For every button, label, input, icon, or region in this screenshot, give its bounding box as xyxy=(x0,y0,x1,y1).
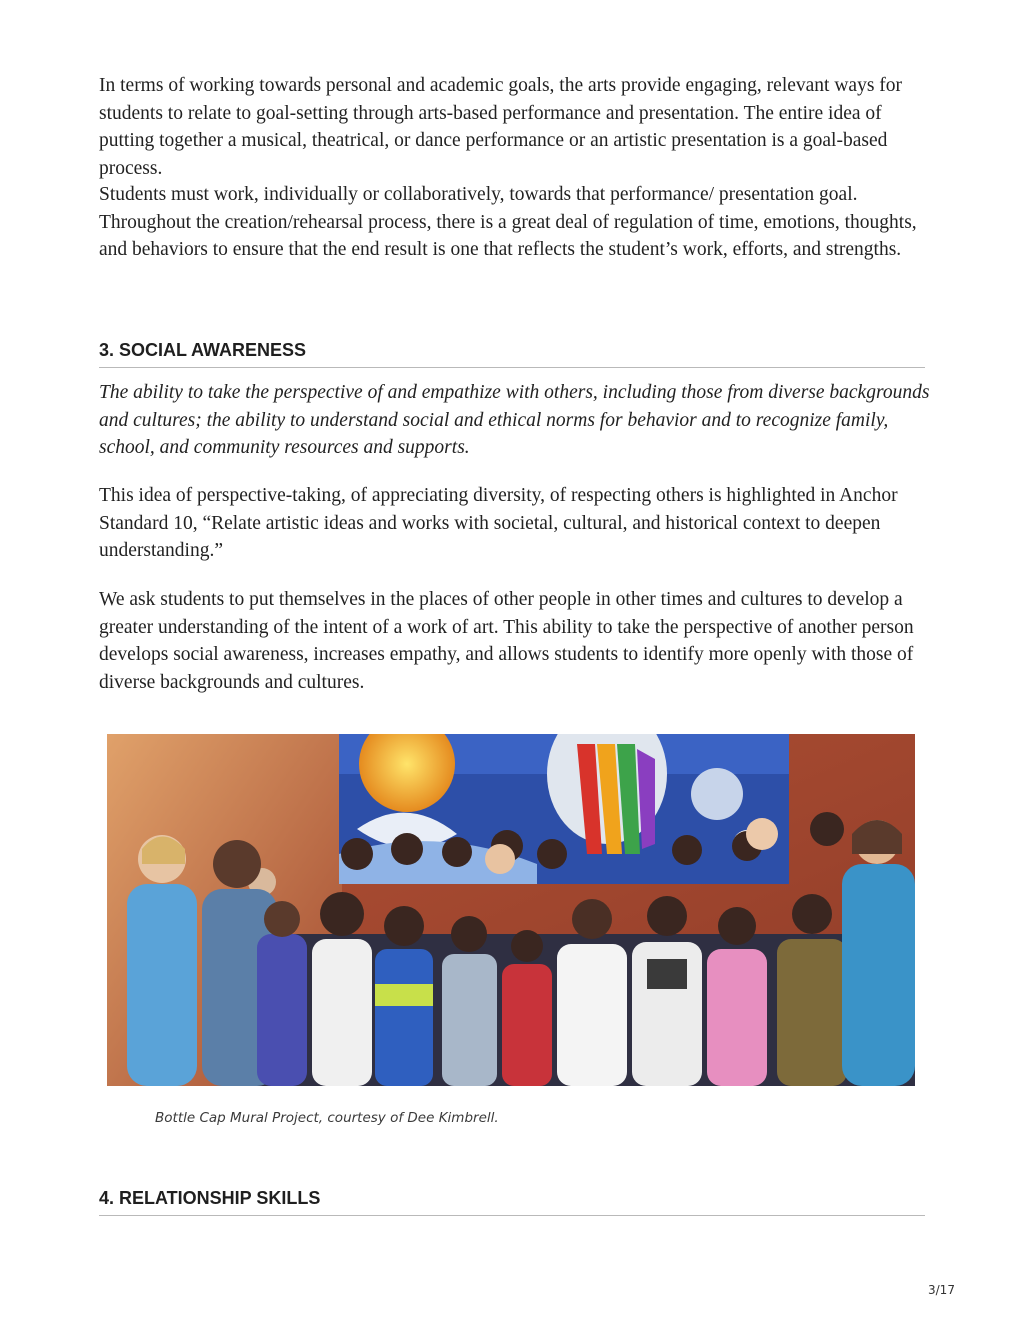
page-number: 3/17 xyxy=(928,1283,955,1297)
section-heading-relationship-skills: 4. RELATIONSHIP SKILLS xyxy=(99,1187,925,1216)
social-awareness-paragraph-1: This idea of perspective-taking, of appreciating diversity, of respecting others is highlighted in Anchor Standard 10, “Relate artistic ideas and works with societal, cultural, and historical context to deepen understanding.” xyxy=(99,485,898,561)
social-awareness-paragraph-2: We ask students to put themselves in the places of other people in other times and cultures to develop a greater understanding of the intent of a work of art. This ability to take the perspective of another person develops social awareness, increases empathy, and allows students to identify more openly with those of diverse backgrounds and cultures. xyxy=(99,589,914,693)
photo-caption: Bottle Cap Mural Project, courtesy of Dee Kimbrell. xyxy=(155,1110,499,1126)
bottle-cap-mural-photo xyxy=(107,734,915,1086)
goals-paragraph-2: Students must work, individually or collaboratively, towards that performance/ presentation goal. Throughout the creation/rehearsal process, there is a great deal of regulation of time, emotions, thoughts, and behaviors to ensure that the end result is one that reflects the student’s work, efforts, and strengths. xyxy=(99,184,917,260)
section-heading-social-awareness: 3. SOCIAL AWARENESS xyxy=(99,339,925,368)
social-awareness-definition: The ability to take the perspective of and empathize with others, including those from diverse backgrounds and cultures; the ability to understand social and ethical norms for behavior and to recognize family, school, and community resources and supports. xyxy=(99,382,930,458)
goals-paragraph-1: In terms of working towards personal and academic goals, the arts provide engaging, relevant ways for students to relate to goal-setting through arts-based performance and presentation. The entire idea of putting together a musical, theatrical, or dance performance or an artistic presentation is a goal-based process. xyxy=(99,75,903,179)
